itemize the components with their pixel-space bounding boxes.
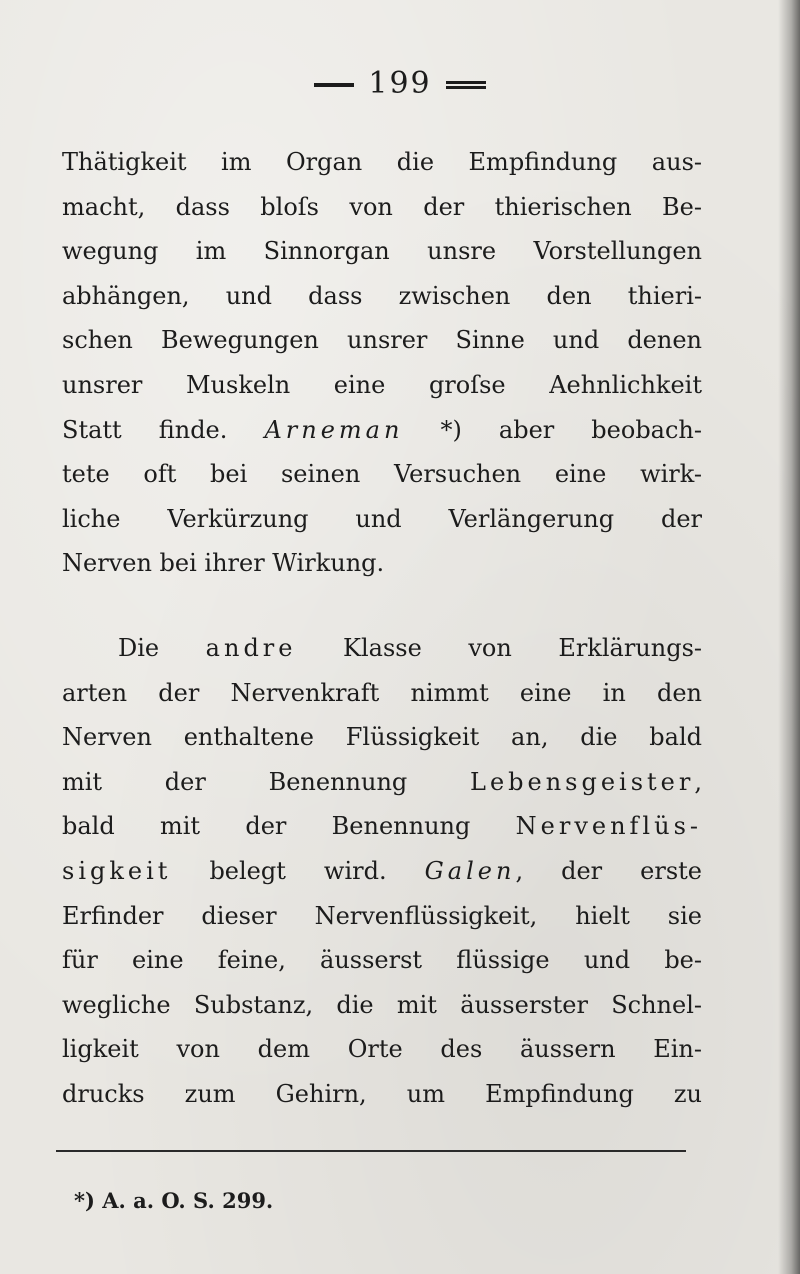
- text-line: liche Verkürzung und Verlängerung der: [62, 504, 702, 533]
- header-dash-left: [314, 83, 354, 87]
- author-name-galen: Galen: [424, 856, 516, 885]
- text-segment: ,: [694, 767, 702, 796]
- text-line: ligkeit von dem Orte des äussern Ein-: [62, 1035, 702, 1064]
- text-line: wegliche Substanz, die mit äusserster Schnel-: [62, 990, 702, 1019]
- text-segment: Die: [118, 634, 206, 662]
- text-segment: , der erste: [515, 856, 702, 885]
- text-line: unsrer Muskeln eine groſse Aehnlichkeit: [62, 370, 702, 399]
- header-dash-right: [446, 81, 486, 89]
- text-segment: belegt wird.: [171, 856, 425, 885]
- text-line: [62, 760, 702, 805]
- page-number: 199: [368, 66, 432, 101]
- text-line: tete oft bei seinen Versuchen eine wirk-: [62, 460, 702, 489]
- page-header: [0, 66, 800, 101]
- text-line: schen Bewegungen unsrer Sinne und denen: [62, 326, 702, 355]
- text-line: macht, dass bloſs von der thierischen Be-: [62, 192, 702, 221]
- text-line: abhängen, und dass zwischen den thieri-: [62, 281, 702, 310]
- footnote: *) A. a. O. S. 299.: [74, 1188, 274, 1213]
- text-line: Erfinder dieser Nervenflüssigkeit, hielt sie: [62, 901, 702, 930]
- text-line: [62, 849, 702, 894]
- spaced-word: Nervenflüs-: [515, 812, 702, 841]
- text-line: Nerven bei ihrer Wirkung.: [62, 549, 385, 578]
- author-name-arneman: Arneman: [264, 415, 404, 444]
- paragraph-1: [62, 140, 702, 586]
- text-line: [62, 408, 702, 453]
- text-line: [62, 626, 702, 671]
- spaced-word: Lebensgeister: [470, 767, 695, 796]
- text-segment: Klasse von Erklärungs-: [296, 634, 702, 662]
- text-line: Thätigkeit im Organ die Empfindung aus-: [62, 148, 702, 176]
- text-line: wegung im Sinnorgan unsre Vorstellungen: [62, 237, 702, 266]
- text-segment: mit der Benennung: [62, 767, 470, 796]
- text-line: [62, 804, 702, 849]
- text-segment: Statt finde.: [62, 415, 265, 444]
- text-line: arten der Nervenkraft nimmt eine in den: [62, 678, 702, 707]
- text-line: Nerven enthaltene Flüssigkeit an, die bald: [62, 723, 702, 752]
- page-edge-shadow: [778, 0, 800, 1274]
- text-segment: bald mit der Benennung: [62, 812, 516, 841]
- spaced-word: sigkeit: [62, 856, 172, 885]
- text-line: drucks zum Gehirn, um Empfindung zu: [62, 1079, 702, 1108]
- text-segment: *) aber beobach-: [403, 415, 702, 444]
- text-line: für eine feine, äusserst flüssige und be-: [62, 946, 702, 975]
- spaced-word: andre: [205, 634, 297, 662]
- footnote-divider: [56, 1150, 686, 1152]
- paragraph-2: [62, 626, 702, 1117]
